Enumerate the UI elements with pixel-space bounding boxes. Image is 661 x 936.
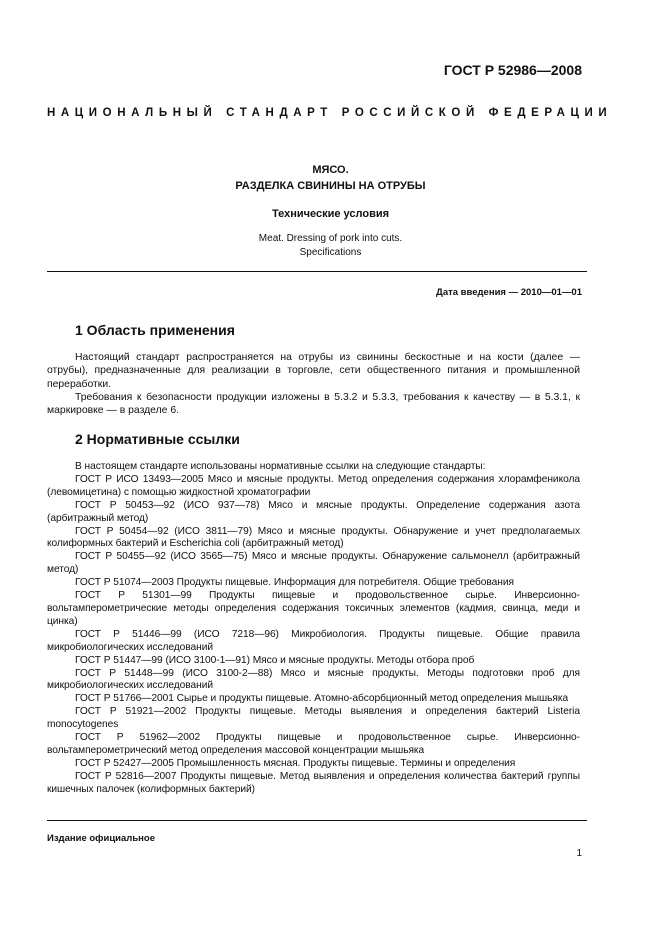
- normative-ref: ГОСТ Р 51301—99 Продукты пищевые и продовольственное сырье. Инверсионно-вольтамперометрические методы определения содержания токсичных элементов (кадмия, свинца, меди и цинка): [47, 590, 580, 627]
- section-2-intro: В настоящем стандарте использованы нормативные ссылки на следующие стандарты:: [75, 461, 486, 472]
- section-1-body: [47, 351, 580, 417]
- normative-ref: ГОСТ Р 51447—99 (ИСО 3100-1—91) Мясо и мясные продукты. Методы отбора проб: [75, 654, 475, 666]
- normative-ref: ГОСТ Р 51962—2002 Продукты пищевые и продовольственное сырье. Инверсионно-вольтамперометрический метод определения массовой концентрации мышьяка: [47, 732, 580, 756]
- normative-ref: ГОСТ Р 51766—2001 Сырье и продукты пищевые. Атомно-абсорбционный метод определения мышьяка: [75, 693, 569, 705]
- normative-ref: ГОСТ Р 52427—2005 Промышленность мясная. Продукты пищевые. Термины и определения: [75, 757, 516, 769]
- section-2-body: [47, 461, 580, 797]
- title-subtitle: Технические условия: [271, 208, 390, 220]
- normative-ref: ГОСТ Р 51074—2003 Продукты пищевые. Информация для потребителя. Общие требования: [75, 577, 514, 589]
- normative-ref: ГОСТ Р 50454—92 (ИСО 3811—79) Мясо и мясные продукты. Обнаружение и учет предполагаемых колиформных бактерий и Escherichia coli (арбитражный метод): [47, 525, 580, 550]
- section-1-paragraph: Требования к безопасности продукции изложены в 5.3.2 и 5.3.3, требования к качеству — в 5.3.1, к маркировке — в разделе 6.: [47, 391, 580, 417]
- normative-ref: ГОСТ Р 52816—2007 Продукты пищевые. Метод выявления и определения количества бактерий группы кишечных палочек (колиформных бактерий): [47, 770, 580, 795]
- english-title-line-1: Meat. Dressing of pork into cuts.: [258, 233, 403, 244]
- normative-ref: ГОСТ Р 50455—92 (ИСО 3565—75) Мясо и мясные продукты. Обнаружение сальмонелл (арбитражный метод): [47, 551, 580, 576]
- normative-ref: ГОСТ Р 51446—99 (ИСО 7218—96) Микробиология. Продукты пищевые. Общие правила микробиологических исследований: [47, 628, 580, 653]
- section-2-heading: 2 Нормативные ссылки: [75, 431, 240, 447]
- title-line-1: МЯСО.: [312, 164, 349, 176]
- national-standard-banner: НАЦИОНАЛЬНЫЙ СТАНДАРТ РОССИЙСКОЙ ФЕДЕРАЦИИ: [47, 107, 613, 119]
- normative-ref: ГОСТ Р 51448—99 (ИСО 3100-2—88) Мясо и мясные продукты. Методы подготовки проб для микробиологических исследований: [47, 667, 580, 692]
- normative-ref: ГОСТ Р ИСО 13493—2005 Мясо и мясные продукты. Метод определения содержания хлорамфеникола (левомицетина) с помощью жидкостной хроматографии: [47, 473, 580, 498]
- english-title-line-2: Specifications: [299, 247, 362, 258]
- section-1-paragraph: Настоящий стандарт распространяется на отрубы из свинины бескостные и на кости (далее — отрубы), предназначенные для реализации в торговле, сети общественного питания и промышленной переработки.: [47, 352, 580, 390]
- doc-code: ГОСТ Р 52986—2008: [443, 62, 582, 78]
- title-block: [0, 162, 661, 260]
- normative-ref: ГОСТ Р 51921—2002 Продукты пищевые. Методы выявления и определения бактерий Listeria monocytogenes: [47, 706, 580, 731]
- footer-divider: [47, 820, 587, 821]
- page-number: 1: [576, 848, 582, 859]
- english-title: [0, 232, 661, 260]
- title-divider: [47, 271, 587, 272]
- title-line-2: РАЗДЕЛКА СВИНИНЫ НА ОТРУБЫ: [235, 180, 426, 192]
- edition-label: Издание официальное: [47, 833, 155, 844]
- intro-date: Дата введения — 2010—01—01: [436, 287, 582, 298]
- normative-ref: ГОСТ Р 50453—92 (ИСО 937—78) Мясо и мясные продукты. Определение содержания азота (арбитражный метод): [47, 499, 580, 524]
- section-1-heading: 1 Область применения: [75, 322, 235, 338]
